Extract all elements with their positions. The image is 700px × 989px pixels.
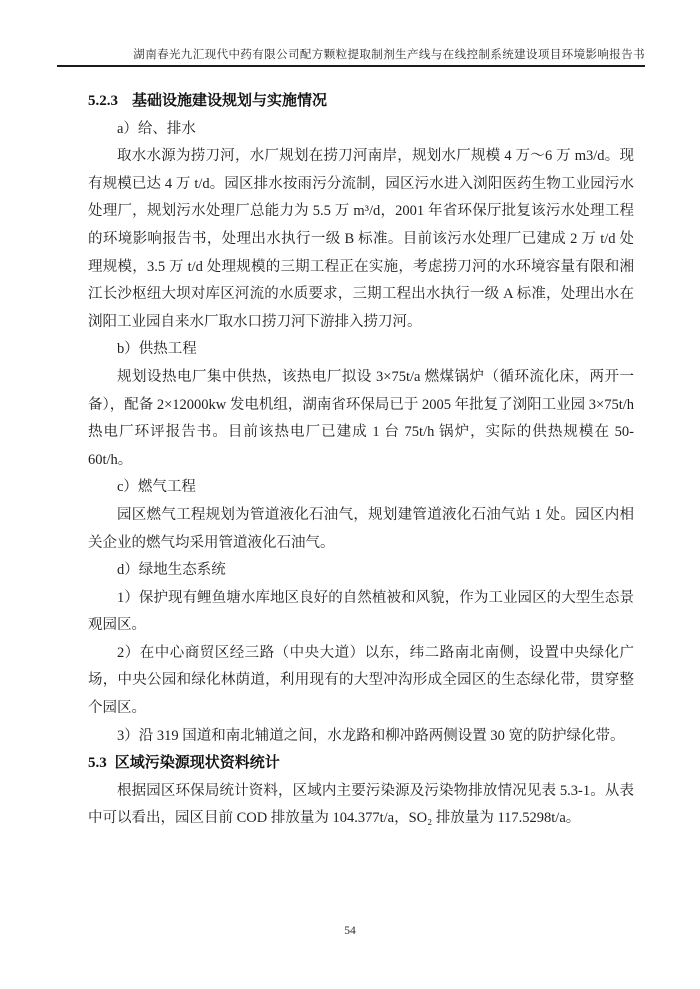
paragraph-heating: 规划设热电厂集中供热，该热电厂拟设 3×75t/a 燃煤锅炉（循环流化床，两开一备），配备 2×12000kw 发电机组，湖南省环保局已于 2005 年批复了浏阳工业园 3×75t/h 热电厂环评报告书。目前该热电厂已建成 1 台 75t/h 锅炉，实际的供热规模在 50-60t/h。 xyxy=(88,368,635,468)
page-number: 54 xyxy=(344,925,356,937)
paragraph-pollution-stats: 根据园区环保局统计资料，区域内主要污染源及污染物排放情况见表 5.3-1。从表中可以看出，园区目前 COD 排放量为 104.377t/a，SO₂ 排放量为 117.5298t/a。 xyxy=(88,782,634,827)
header-title: 湖南春光九汇现代中药有限公司配方颗粒提取制剂生产线与在线控制系统建设项目环境影响报告书 xyxy=(133,49,645,61)
paragraph-green-3: 3）沿 319 国道和南北辅道之间，水龙路和柳冲路两侧设置 30 宽的防护绿化带。 xyxy=(117,727,625,744)
section-title: 基础设施建设规划与实施情况 xyxy=(132,93,328,109)
section-heading-523 xyxy=(88,88,634,116)
paragraph-green-2: 2）在中心商贸区经三路（中央大道）以东，纬二路南北南侧，设置中央绿化广场，中央公园和绿化林荫道，利用现有的大型冲沟形成全园区的生态绿化带，贯穿整个园区。 xyxy=(88,644,634,717)
section-number: 5.2.3 xyxy=(88,93,118,109)
page-header xyxy=(57,46,645,62)
section-number: 5.3 xyxy=(88,755,107,772)
section-heading-53 xyxy=(88,750,634,778)
paragraph-water-supply: 取水水源为捞刀河，水厂规划在捞刀河南岸，规划水厂规模 4 万～6 万 m3/d。现有规模已达 4 万 t/d。园区排水按雨污分流制，园区污水进入浏阳医药生物工业园污水处理厂，规划污水处理厂总能力为 5.5 万 m³/d，2001 年省环保厅批复该污水处理工程的环境影响报告书，处理出水执行一级 B 标准。目前该污水处理厂已建成 2 万 t/d 处理规模，3.5 万 t/d 处理规模的三期工程正在实施，考虑捞刀河的水环境容量有限和湘江长沙枢纽大坝对库区河流的水质要求，三期工程出水执行一级 A 标准，处理出水在浏阳工业园自来水厂取水口捞刀河下游排入捞刀河。 xyxy=(88,148,634,330)
header-rule xyxy=(57,65,645,67)
paragraph-gas: 园区燃气工程规划为管道液化石油气，规划建管道液化石油气站 1 处。园区内相关企业的燃气均采用管道液化石油气。 xyxy=(88,506,634,551)
section-title: 区域污染源现状资料统计 xyxy=(114,755,280,772)
document-body xyxy=(88,88,634,833)
paragraph-green-1: 1）保护现有鲤鱼塘水库地区良好的自然植被和风貌，作为工业园区的大型生态景观园区。 xyxy=(88,589,634,634)
subitem-a-water-supply: a）给、排水 xyxy=(117,120,196,137)
subitem-c-gas: c）燃气工程 xyxy=(117,479,196,496)
subitem-d-green-ecology: d）绿地生态系统 xyxy=(117,562,226,579)
subitem-b-heating: b）供热工程 xyxy=(117,341,197,358)
